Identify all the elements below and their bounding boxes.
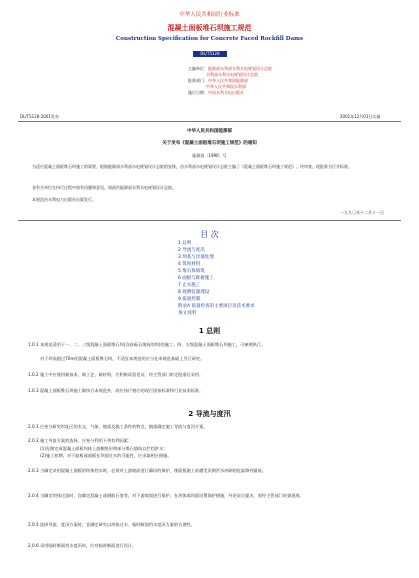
meta-row-date: 施行日期：中国水利水电出版社 xyxy=(188,90,244,95)
toc-item-waterstop[interactable]: 7 止水施工 xyxy=(178,283,201,288)
notice-paragraph: 本规范由水利电力出版社出版发行。 xyxy=(32,197,96,202)
notice-issuer: 中华人民共和国能源部 xyxy=(187,129,232,134)
toc-item-explanation[interactable]: 条文说明 xyxy=(178,311,196,316)
meta-row-editor-2: 水利部水利水电规划设计总院 xyxy=(206,72,258,77)
document-title-en: Construction Specification for Concrete Faced Rockfill Dams xyxy=(115,36,304,42)
toc-item-materials[interactable]: 4 筑坝材料 xyxy=(178,262,201,267)
toc-item-face-slab[interactable]: 6 面板与趾板施工 xyxy=(178,276,214,281)
clause-text: 2.0.4 当确定坝体过流时，宜确定混凝土或钢筋石笼等，对下游坡面进行保护，在坝体或坝面设置保护措施，经论证后提出，须经主管部门审查批准。 xyxy=(28,493,304,498)
clause-text: 2.0.3 当确定采用混凝土面板的坝体挡水时，必须对上游坡面进行确切的保护，使面板施工前遭受汛期洪水冲刷的危险降到最低。 xyxy=(28,468,267,473)
clause-text: 1.0.2 施工中应使用新技术、新工艺、新材料，应积极试验论证，经主管部门审定批准后采用。 xyxy=(28,372,204,377)
toc-item-quality[interactable]: 9 质量控制 xyxy=(178,297,201,302)
clause-text: 对于坝高超过70m的混凝土面板堆石坝，不适宜本规范的应当在本规范基础上另行研究。 xyxy=(40,356,205,361)
section-title: 1 总则 xyxy=(198,327,221,335)
clause-text: 2.0.2 施工导流方案的选择，应充分利用下列有利因素： xyxy=(28,438,133,443)
toc-item-rockfill[interactable]: 5 堆石体填筑 xyxy=(178,269,205,274)
notice-subject: 关于发布《混凝土面板堆石坝施工规范》的通知 xyxy=(162,141,257,146)
notice-divider xyxy=(18,220,401,221)
clause-text: 1.0.1 本规范适用于一、二、三级混凝土面板堆石坝(含砂砾石填筑的坝)的施工。四、五级混凝土面板堆石坝施工，可参照执行。 xyxy=(28,342,266,347)
section-title: 2 导流与度汛 xyxy=(188,410,231,418)
clause-text: 2.0.1 应充分研究坝址区的水文、气象、地质及施工条件的特点，慎重确定施工导流与度汛方案。 xyxy=(28,424,208,429)
toc-item-instruments[interactable]: 8 观测仪器埋设 xyxy=(178,290,210,295)
standard-code-badge: DL/T5128 xyxy=(193,51,227,57)
publish-tag: DL/T5128-2001发布 xyxy=(20,114,59,119)
notice-paragraph: 各有关单位在执行过程中如有问题和意见，请函告能源部水利水电规划设计总院。 xyxy=(32,185,176,190)
document-title-cn: 混凝土面板堆石坝施工规范 xyxy=(167,24,252,32)
clause-text: (2)施工初期，对于趾板或面板在坝面过水的可能性，应采取相应措施。 xyxy=(40,453,172,458)
header-divider xyxy=(18,121,401,122)
clause-text: 2.0.5 选择导流、度汛方案时，宜确定研究以坝体过水、临时断面挡水度汛方案的合理性。 xyxy=(28,522,195,527)
notice-paragraph: 为适应混凝土面板堆石坝施工的需要，根据能源部水利部水电规划设计总院的安排，由水利部水电规划设计总院主编了《混凝土面板堆石坝施工规范》，经审查，现批准为行业标准。 xyxy=(32,164,352,169)
industry-standard-label: 中华人民共和国行业标准 xyxy=(179,12,240,18)
clause-text: 1.0.3 混凝土面板堆石坝施工除执行本规范外，尚应执行相应的现行国家标准和行业技术标准。 xyxy=(28,388,204,393)
meta-row-editor: 主编单位：能源部水利部水利水电规划设计总院 xyxy=(188,66,272,71)
toc-item-general[interactable]: 1 总则 xyxy=(178,241,192,246)
effective-tag: 2001年12月01日实施 xyxy=(340,114,381,119)
notice-number: 能源技〔1990〕号 xyxy=(192,153,227,158)
toc-item-diversion[interactable]: 2 导流与度汛 xyxy=(178,248,205,253)
notice-date: 一九九〇年十二月十一日 xyxy=(340,210,384,215)
toc-item-foundation[interactable]: 3 坝基与岸坡处理 xyxy=(178,255,214,260)
meta-row-approver: 批准部门：中华人民共和国能源部 xyxy=(188,78,248,83)
meta-row-approver-2: 中华人民共和国水利部 xyxy=(206,84,246,89)
toc-item-appendix-a[interactable]: 附录A 质量检查的主要项目及技术要求 xyxy=(178,304,255,309)
clause-text: (1)先期完成混凝土面板坝体上游侧垫层和部分堆石填筑以拦挡洪水； xyxy=(40,446,168,451)
clause-text: 2.0.6 采用临时断面挡水度汛时，应对临时断面进行设计。 xyxy=(28,543,137,548)
toc-title: 目 次 xyxy=(200,230,219,239)
